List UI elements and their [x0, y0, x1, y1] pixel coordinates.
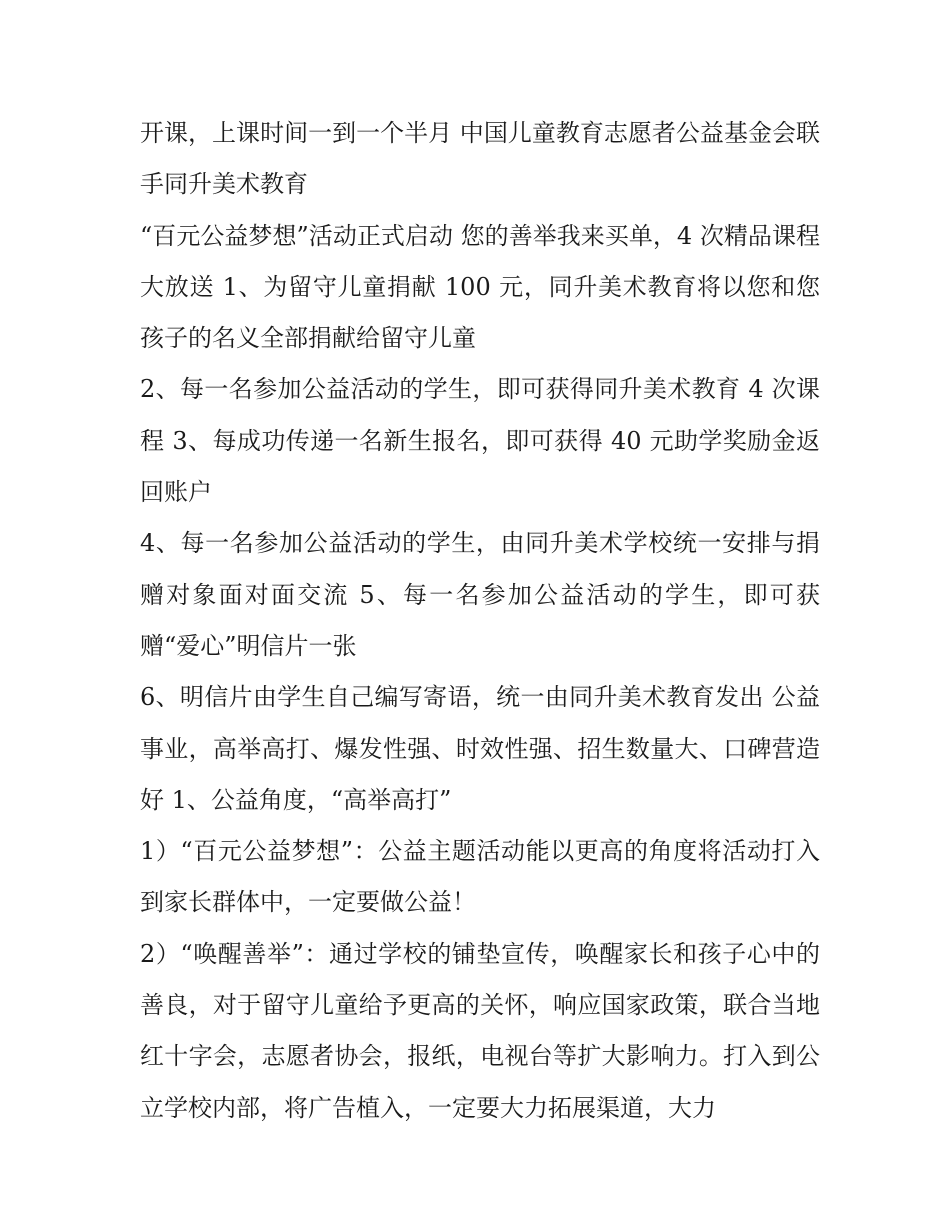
document-body	[140, 108, 820, 1134]
paragraph-7: 2）“唤醒善举”：通过学校的铺垫宣传，唤醒家长和孩子心中的善良，对于留守儿童给予更高的关怀，响应国家政策，联合当地红十字会，志愿者协会，报纸，电视台等扩大影响力。打入到公立学校内部，将广告植入，一定要大力拓展渠道，大力	[140, 939, 820, 1122]
paragraph-2: “百元公益梦想”活动正式启动 您的善举我来买单，4 次精品课程大放送 1、为留守儿童捐献 100 元，同升美术教育将以您和您孩子的名义全部捐献给留守儿童	[140, 221, 820, 353]
paragraph-6: 1）“百元公益梦想”：公益主题活动能以更高的角度将活动打入到家长群体中，一定要做公益！	[140, 837, 820, 917]
paragraph-4: 4、每一名参加公益活动的学生，由同升美术学校统一安排与捐赠对象面对面交流 5、每一名参加公益活动的学生，即可获赠“爱心”明信片一张	[140, 529, 820, 660]
paragraph-3: 2、每一名参加公益活动的学生，即可获得同升美术教育 4 次课程 3、每成功传递一名新生报名，即可获得 40 元助学奖励金返回账户	[140, 375, 820, 507]
paragraph-1: 开课，上课时间一到一个半月 中国儿童教育志愿者公益基金会联手同升美术教育	[140, 119, 820, 199]
paragraph-5: 6、明信片由学生自己编写寄语，统一由同升美术教育发出 公益事业，高举高打、爆发性强、时效性强、招生数量大、口碑营造好 1、公益角度，“高举高打”	[140, 683, 820, 814]
